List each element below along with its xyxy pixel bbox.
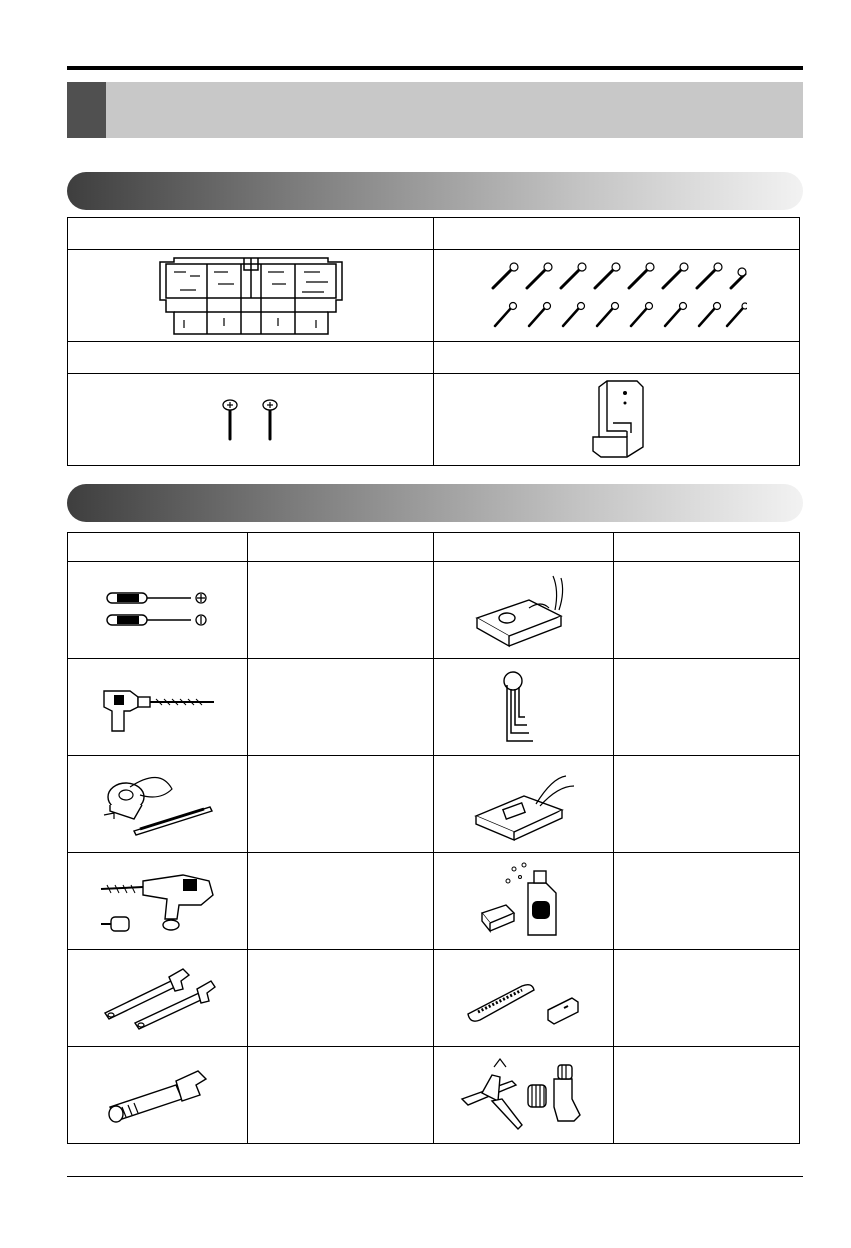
tool-name-cell <box>614 1047 800 1144</box>
tool-image-cell <box>68 950 248 1047</box>
tool-name-cell <box>248 756 434 853</box>
tool-image-cell <box>68 756 248 853</box>
parts-section-header <box>67 172 803 210</box>
tools-column-header <box>614 533 800 562</box>
anchor-and-screw-set-icon <box>487 260 747 332</box>
tool-image-cell <box>434 950 614 1047</box>
parts-image-cell <box>434 250 800 342</box>
parts-label-cell <box>68 342 434 374</box>
installation-plate-icon <box>144 254 358 338</box>
tool-name-cell <box>248 950 434 1047</box>
tool-name-cell <box>248 562 434 659</box>
torque-wrench-icon <box>102 1065 214 1125</box>
remote-holder-icon <box>585 377 649 463</box>
parts-label-cell <box>68 218 434 250</box>
parts-label-cell <box>434 342 800 374</box>
parts-image-cell <box>434 374 800 466</box>
table-row <box>68 756 800 853</box>
tools-table <box>67 532 800 1144</box>
electric-drill-icon <box>100 677 216 737</box>
tools-column-header <box>248 533 434 562</box>
spanners-icon <box>99 965 217 1031</box>
parts-table <box>67 217 800 466</box>
table-row <box>68 1047 800 1144</box>
title-tab-marker <box>67 82 106 138</box>
screwdrivers-icon <box>103 585 213 635</box>
tool-image-cell <box>68 659 248 756</box>
tool-image-cell <box>68 562 248 659</box>
pipe-cutter-flaring-icon <box>458 1055 590 1135</box>
thermometer-icon <box>469 570 579 650</box>
bottom-rule <box>67 1176 803 1177</box>
tool-name-cell <box>248 853 434 950</box>
tools-column-header <box>434 533 614 562</box>
tool-image-cell <box>434 756 614 853</box>
tool-image-cell <box>434 562 614 659</box>
tool-name-cell <box>614 950 800 1047</box>
table-row <box>68 659 800 756</box>
tool-name-cell <box>614 562 800 659</box>
tool-image-cell <box>434 853 614 950</box>
page-title-bar <box>67 82 803 138</box>
tools-column-header <box>68 533 248 562</box>
measuring-tape-and-knife-icon <box>100 771 216 837</box>
tool-image-cell <box>68 1047 248 1144</box>
tool-name-cell <box>614 659 800 756</box>
tools-header-row <box>68 533 800 562</box>
parts-image-cell <box>68 250 434 342</box>
table-row <box>68 950 800 1047</box>
hexagonal-wrench-icon <box>499 667 549 747</box>
ammeter-icon <box>466 764 582 844</box>
hole-core-drill-icon <box>97 865 219 937</box>
tools-section-header <box>67 484 803 522</box>
parts-label-cell <box>434 218 800 250</box>
tool-name-cell <box>248 1047 434 1144</box>
top-rule <box>67 66 803 70</box>
tool-image-cell <box>434 659 614 756</box>
fixing-screws-icon <box>216 397 286 443</box>
tool-name-cell <box>614 853 800 950</box>
gas-leak-detector-icon <box>474 861 574 941</box>
tool-name-cell <box>614 756 800 853</box>
flaring-tool-set-icon <box>464 970 584 1026</box>
table-row <box>68 562 800 659</box>
tool-image-cell <box>434 1047 614 1144</box>
tool-name-cell <box>248 659 434 756</box>
tool-image-cell <box>68 853 248 950</box>
parts-image-cell <box>68 374 434 466</box>
table-row <box>68 853 800 950</box>
